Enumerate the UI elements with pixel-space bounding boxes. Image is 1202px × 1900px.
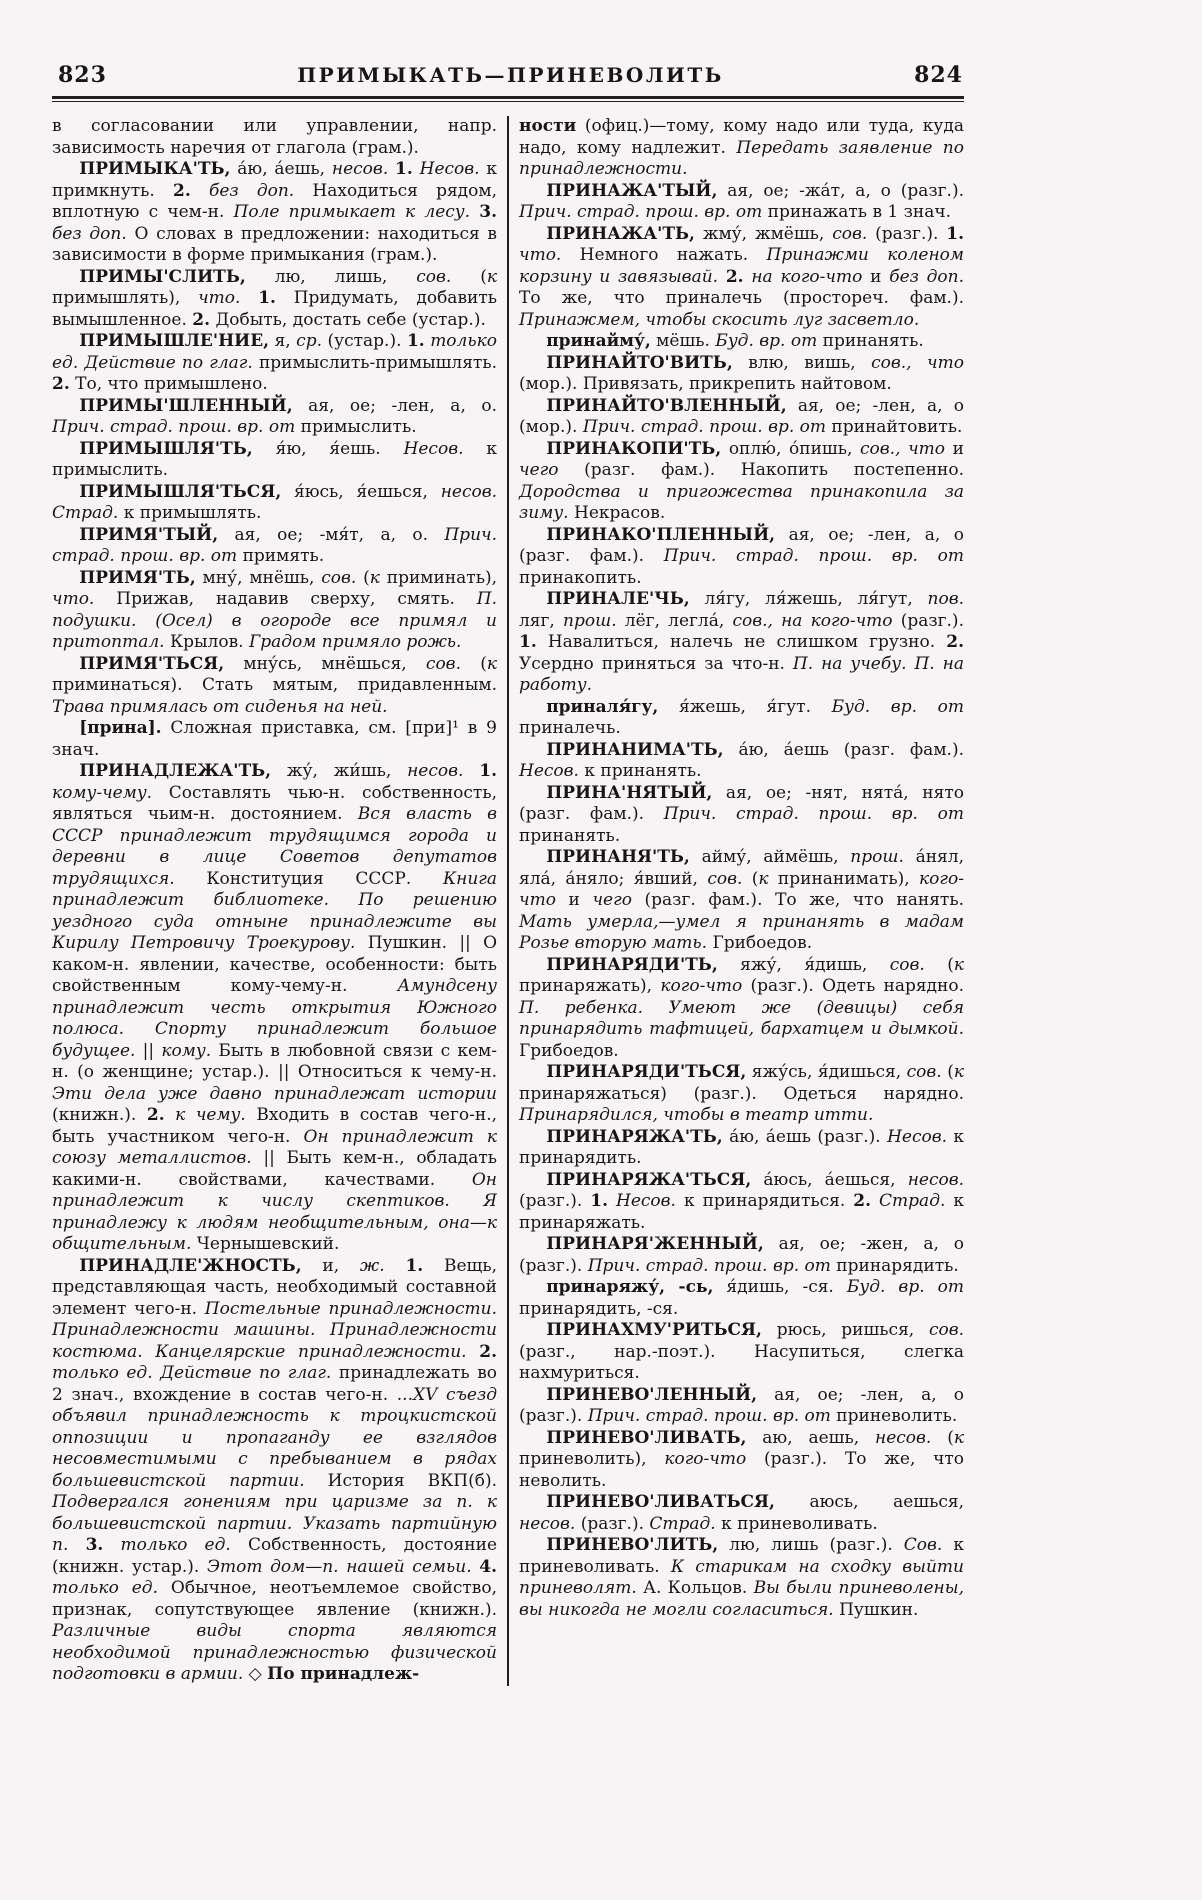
entry-paragraph: ПРИНЕВО'ЛИТЬ, лю, лишь (разг.). Сов. к приневоливать. К старикам на сходку выйти приневолят. А. Кольцов. Вы были приневолены, вы никогда не могли согласиться. Пушкин. [519,1535,965,1620]
entry-paragraph: ПРИНЕВО'ЛИВАТЬСЯ, аюсь, аешься, несов. (разг.). Страд. к приневоливать. [519,1492,964,1534]
entry-paragraph: ПРИНЕВО'ЛИВАТЬ, аю, аешь, несов. (к приневолить), кого-что (разг.). То же, что неволить. [519,1427,964,1491]
entry-paragraph: ПРИНАРЯЖА'ТЬ, а́ю, а́ешь (разг.). Несов. к принарядить. [519,1126,965,1168]
page-number-right: 824 [914,62,963,88]
entry-paragraph: ПРИНАРЯДИ'ТЬСЯ, яжу́сь, я́дишься, сов. (к принаряжаться) (разг.). Одеться нарядно. Принарядился, чтобы в театр итти. [519,1062,964,1125]
header-rule [52,96,964,102]
entry-paragraph: ПРИНАЛЕ'ЧЬ, ля́гу, ля́жешь, ля́гут, пов. ляг, прош. лёг, легла́, сов., на кого-что (разг.). 1. Навалиться, налечь не слишком грузно. 2. Усердно приняться за что-н. П. на учебу. П. на работу. [519,589,964,695]
entry-paragraph: ПРИМЫ'СЛИТЬ, лю, лишь, сов. (к примышлять), что. 1. Придумать, добавить вымышленное. 2. Добыть, достать себе (устар.). [52,266,498,330]
entry-paragraph: [прина]. Сложная приставка, см. [при]¹ в 9 знач. [52,718,497,760]
left-column [52,116,497,1686]
entry-paragraph: ПРИМЯ'ТЬСЯ, мну́сь, мнёшься, сов. (к приминаться). Стать мятым, придавленным. Трава примялась от сиденья на ней. [52,653,497,717]
text-columns [52,116,964,1686]
running-title: ПРИМЫКАТЬ—ПРИНЕВОЛИТЬ [297,63,724,87]
entry-paragraph: ПРИНАРЯДИ'ТЬ, яжу́, я́дишь, сов. (к принаряжать), кого-что (разг.). Одеть нарядно. П. ребенка. Умеют же (девицы) себя принарядить тафтицей, бархатцем и дымкой. Грибоедов. [519,954,964,1061]
entry-paragraph: приналя́гу, я́жешь, я́гут. Буд. вр. от приналечь. [519,696,964,738]
entry-paragraph: ПРИНАКО'ПЛЕННЫЙ, ая, ое; -лен, а, о (разг. фам.). Прич. страд. прош. вр. от принакопить. [519,524,964,588]
entry-paragraph: ПРИМЫШЛЯ'ТЬ, я́ю, я́ешь. Несов. к примыслить. [52,438,498,480]
page-number-left: 823 [58,62,107,88]
entry-paragraph: ПРИНА'НЯТЫЙ, ая, ое; -нят, нята́, нято (разг. фам.). Прич. страд. прош. вр. от принанять. [519,782,964,846]
entry-paragraph: ПРИНАРЯЖА'ТЬСЯ, а́юсь, а́ешься, несов. (разг.). 1. Несов. к принарядиться. 2. Страд. к принаряжать. [519,1169,964,1233]
entry-paragraph: принайму́, мёшь. Буд. вр. от принанять. [546,331,924,351]
entry-paragraph: ПРИНАДЛЕЖА'ТЬ, жу́, жи́шь, несов. 1. кому-чему. Составлять чью-н. собственность, являться чьим-н. достоянием. Вся власть в СССР принадлежит трудящимся города и деревни в лице Советов депутатов трудящихся. Конституция СССР. Книга принадлежит библиотеке. По решению уездного суда отныне принадлежите вы Кирилу Петровичу Троекурову. Пушкин. || О каком-н. явлении, качестве, особенности: быть свойственным кому-чему-н. Амундсену принадлежит честь открытия Южного полюса. Спорту принадлежит большое будущее. || кому. Быть в любовной связи с кем-н. (о женщине; устар.). || Относиться к чему-н. Эти дела уже давно принадлежат истории (книжн.). 2. к чему. Входить в состав чего-н., быть участником чего-н. Он принадлежит к союзу металлистов. || Быть кем-н., обладать какими-н. свойствами, качествами. Он принадлежит к числу скептиков. Я принадлежу к людям необщительным, она—к общительным. Чернышевский. [52,761,498,1254]
entry-paragraph: ПРИМЫКА'ТЬ, а́ю, а́ешь, несов. 1. Несов. к примкнуть. 2. без доп. Находиться рядом, вплотную с чем-н. Поле примыкает к лесу. 3. без доп. О словах в предложении: находиться в зависимости в форме примыкания (грам.). [52,159,498,265]
entry-paragraph: ПРИНАЙТО'ВИТЬ, влю, вишь, сов., что (мор.). Привязать, прикрепить найтовом. [519,352,964,394]
entry-paragraph: ПРИНЕВО'ЛЕННЫЙ, ая, ое; -лен, а, о (разг.). Прич. страд. прош. вр. от приневолить. [519,1384,964,1426]
entry-paragraph: ПРИНАРЯ'ЖЕННЫЙ, ая, ое; -жен, а, о (разг.). Прич. страд. прош. вр. от принарядить. [519,1234,964,1276]
entry-paragraph: ПРИНАХМУ'РИТЬСЯ, рюсь, ришься, сов. (разг., нар.-поэт.). Насупиться, слегка нахмуриться. [519,1320,964,1383]
entry-paragraph: ПРИНАКОПИ'ТЬ, оплю́, о́пишь, сов., что и чего (разг. фам.). Накопить постепенно. Дородства и пригожества принакопила за зиму. Некрасов. [519,438,965,523]
entry-paragraph: ПРИНАНЯ'ТЬ, айму́, аймёшь, прош. а́нял, яла́, а́няло; я́вший, сов. (к принанимать), кого-что и чего (разг. фам.). То же, что нанять. Мать умерла,—умел я принанять в мадам Розье вторую мать. Грибоедов. [519,847,964,953]
entry-paragraph: ПРИНАДЛЕ'ЖНОСТЬ, и, ж. 1. Вещь, представляющая часть, необходимый составной элемент чего-н. Постельные принадлежности. Принадлежности машины. Принадлежности костюма. Канцелярские принадлежности. 2. только ед. Действие по глаг. принадлежать во 2 знач., вхождение в состав чего-н. ...XV съезд объявил принадлежность к троцкистской оппозиции и пропаганду ее взглядов несовместимыми с пребыванием в рядах большевистской партии. История ВКП(б). Подвергался гонениям при царизме за п. к большевистской партии. Указать партийную п. 3. только ед. Собственность, достояние (книжн. устар.). Этот дом—п. нашей семьи. 4. только ед. Обычное, неотъемлемое свойство, признак, сопутствующее явление (книжн.). Различные виды спорта являются необходимой принадлежностью физической подготовки в армии. ◇ По принадлеж- [52,1255,498,1684]
entry-paragraph: принаряжу́, -сь, я́дишь, -ся. Буд. вр. от принарядить, -ся. [519,1277,964,1319]
entry-paragraph: ПРИМЯ'ТЬ, мну́, мнёшь, сов. (к приминать), что. Прижав, надавив сверху, смять. П. подушки. (Осел) в огороде все примял и притоптал. Крылов. Градом примяло рожь. [52,567,497,652]
entry-paragraph: ности (офиц.)—тому, кому надо или туда, куда надо, кому надлежит. Передать заявление по принадлежности. [519,116,964,179]
right-column [519,116,964,1686]
entry-paragraph: в согласовании или управлении, напр. зависимость наречия от глагола (грам.). [52,116,497,158]
entry-paragraph: ПРИМЫШЛЯ'ТЬСЯ, я́юсь, я́ешься, несов. Страд. к примышлять. [52,481,497,523]
entry-paragraph: ПРИНАЖА'ТЫЙ, ая, ое; -жа́т, а, о (разг.). Прич. страд. прош. вр. от принажать в 1 знач. [519,180,964,222]
column-divider [507,116,509,1686]
page-header [58,62,963,88]
entry-paragraph: ПРИМЫШЛЕ'НИЕ, я, ср. (устар.). 1. только ед. Действие по глаг. примыслить-примышлять. 2. То, что примышлено. [52,331,498,394]
entry-paragraph: ПРИНАНИМА'ТЬ, а́ю, а́ешь (разг. фам.). Несов. к принанять. [519,739,964,781]
entry-paragraph: ПРИНАЖА'ТЬ, жму́, жмёшь, сов. (разг.). 1. что. Немного нажать. Принажми коленом корзину и завязывай. 2. на кого-что и без доп. То же, что приналечь (простореч. фам.). Принажмем, чтобы скосить луг засветло. [519,223,965,330]
entry-paragraph: ПРИМЯ'ТЫЙ, ая, ое; -мя́т, а, о. Прич. страд. прош. вр. от примять. [52,524,497,566]
entry-paragraph: ПРИМЫ'ШЛЕННЫЙ, ая, ое; -лен, а, о. Прич. страд. прош. вр. от примыслить. [52,395,497,437]
entry-paragraph: ПРИНАЙТО'ВЛЕННЫЙ, ая, ое; -лен, а, о (мор.). Прич. страд. прош. вр. от принайтовить. [519,395,964,437]
